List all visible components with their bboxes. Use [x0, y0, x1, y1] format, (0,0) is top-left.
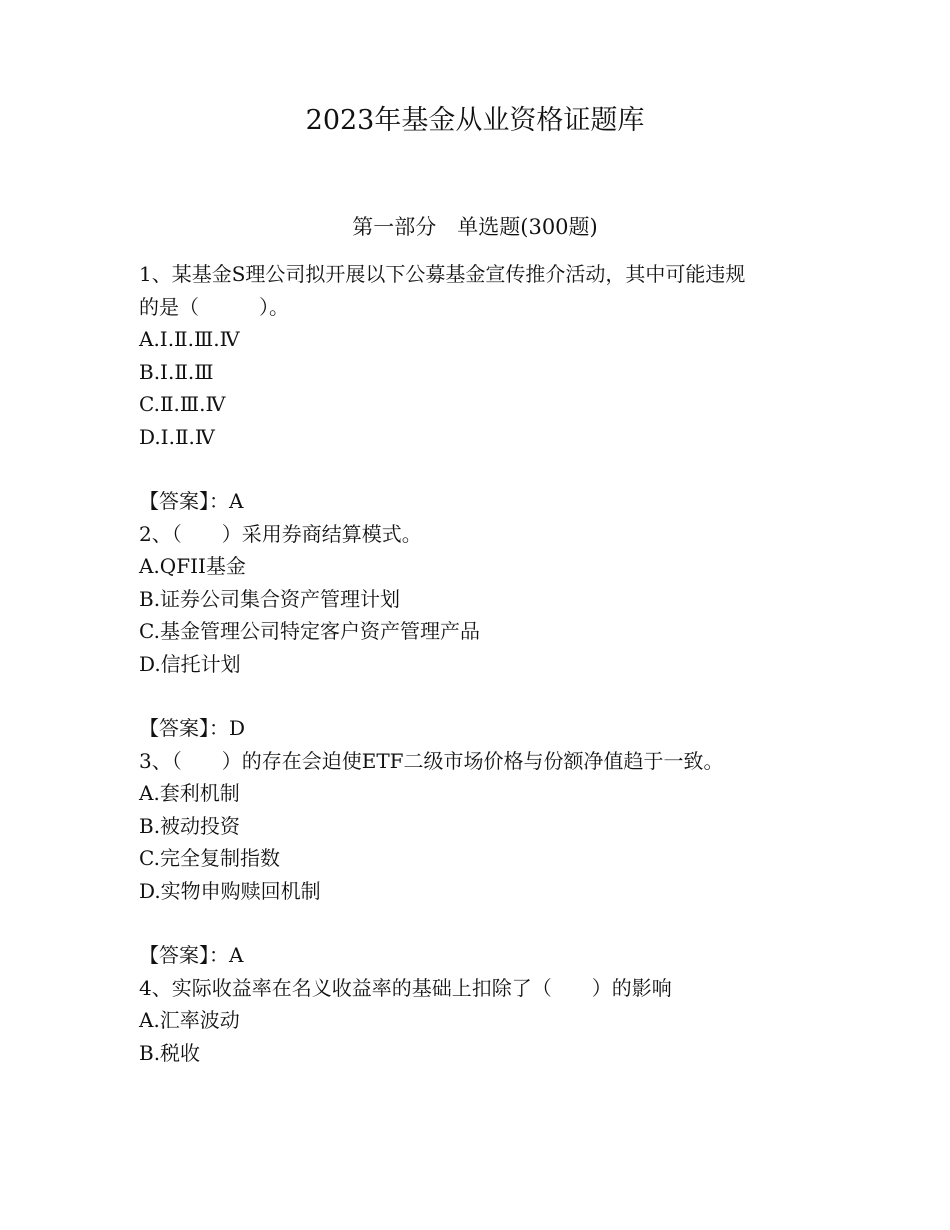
- answer-line: 【答案】：D: [139, 716, 246, 740]
- option-c: C.基金管理公司特定客户资产管理产品: [139, 619, 480, 643]
- option-b: B.被动投资: [139, 813, 241, 838]
- option-b: B.税收: [139, 1040, 201, 1065]
- option-c: C.Ⅱ.Ⅲ.Ⅳ: [139, 392, 226, 416]
- option-a: A.套利机制: [139, 781, 240, 805]
- question-stem-line: 4、实际收益率在名义收益率的基础上扣除了（ ）的影响: [139, 975, 672, 1000]
- option-a: A.汇率波动: [139, 1008, 240, 1032]
- option-a: A.Ⅰ.Ⅱ.Ⅲ.Ⅳ: [139, 327, 240, 351]
- question-block: [139, 258, 829, 518]
- option-d: D.实物申购赎回机制: [139, 878, 321, 903]
- question-stem-line: 3、（ ）的存在会迫使ETF二级市场价格与份额净值趋于一致。: [139, 748, 724, 773]
- question-block: [139, 745, 829, 972]
- option-c: C.完全复制指数: [139, 846, 280, 870]
- answer-line: 【答案】：A: [139, 943, 244, 967]
- question-stem-line: 2、（ ）采用券商结算模式。: [139, 521, 422, 546]
- option-a: A.QFII基金: [139, 554, 246, 578]
- question-stem-line: 的是（ ）。: [139, 294, 289, 319]
- answer-line: 【答案】：A: [139, 489, 244, 513]
- option-d: D.Ⅰ.Ⅱ.Ⅳ: [139, 424, 215, 449]
- option-d: D.信托计划: [139, 651, 241, 676]
- section-heading: 第一部分 单选题(300题): [352, 215, 598, 239]
- option-b: B.Ⅰ.Ⅱ.Ⅲ: [139, 359, 214, 384]
- option-b: B.证券公司集合资产管理计划: [139, 586, 401, 611]
- question-block: [139, 518, 829, 745]
- question-list: [139, 258, 829, 1069]
- document-title: 2023年基金从业资格证题库: [305, 105, 645, 136]
- question-block: [139, 972, 829, 1070]
- question-stem-line: 1、某基金S理公司拟开展以下公募基金宣传推介活动，其中可能违规: [139, 262, 746, 286]
